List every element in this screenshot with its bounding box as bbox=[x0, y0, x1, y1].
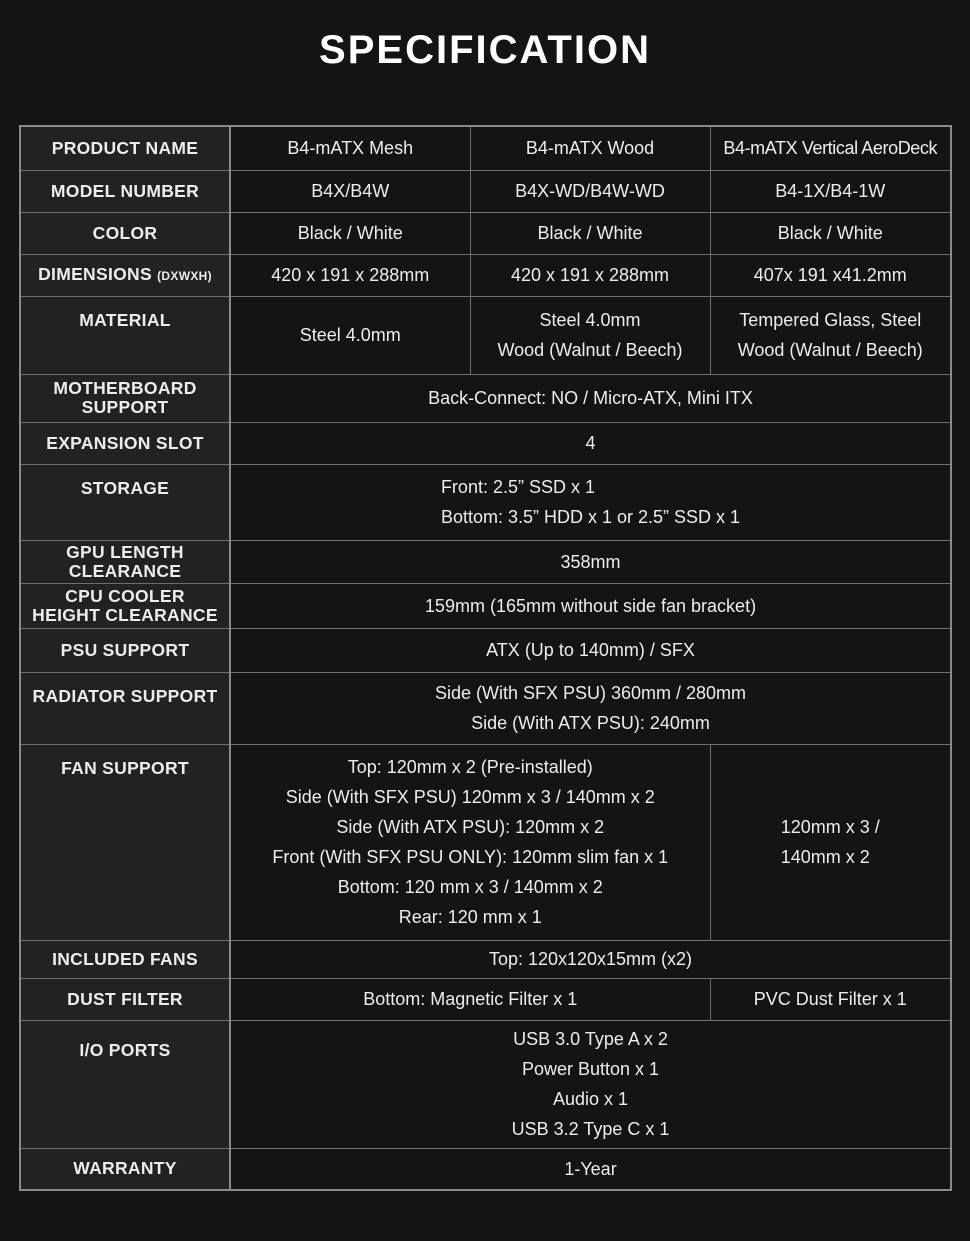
storage-lines bbox=[441, 472, 740, 532]
row-fan-support bbox=[20, 744, 951, 940]
dust-filter-aerodeck: PVC Dust Filter x 1 bbox=[710, 978, 951, 1020]
material-aerodeck-line: Wood (Walnut / Beech) bbox=[737, 340, 923, 360]
motherboard-support-value: Back-Connect: NO / Micro-ATX, Mini ITX bbox=[230, 374, 951, 422]
color-mesh: Black / White bbox=[230, 212, 470, 254]
label-material: MATERIAL bbox=[20, 296, 230, 374]
material-wood-line: Steel 4.0mm bbox=[539, 310, 641, 330]
row-gpu-length bbox=[20, 540, 951, 583]
model-number-aerodeck: B4-1X/B4-1W bbox=[710, 170, 951, 212]
label-line: GPU LENGTH bbox=[66, 541, 184, 562]
product-name-mesh: B4-mATX Mesh bbox=[230, 126, 470, 170]
product-name-aerodeck: B4-mATX Vertical AeroDeck bbox=[710, 126, 951, 170]
radiator-line: Side (With SFX PSU) 360mm / 280mm bbox=[434, 683, 747, 703]
fan-support-aerodeck-lines bbox=[781, 812, 880, 872]
row-expansion-slot bbox=[20, 422, 951, 464]
label-product-name: PRODUCT NAME bbox=[20, 126, 230, 170]
psu-support-value: ATX (Up to 140mm) / SFX bbox=[230, 628, 951, 672]
warranty-value: 1-Year bbox=[230, 1148, 951, 1190]
fan-support-line: Rear: 120 mm x 1 bbox=[398, 907, 542, 927]
row-psu-support bbox=[20, 628, 951, 672]
label-io-ports: I/O PORTS bbox=[20, 1020, 230, 1148]
label-psu-support: PSU SUPPORT bbox=[20, 628, 230, 672]
color-aerodeck: Black / White bbox=[710, 212, 951, 254]
label-line: CPU COOLER bbox=[65, 585, 185, 606]
io-ports-value bbox=[230, 1020, 951, 1148]
material-aerodeck bbox=[710, 296, 951, 374]
gpu-length-value: 358mm bbox=[230, 540, 951, 583]
fan-support-line: Front (With SFX PSU ONLY): 120mm slim fan x 1 bbox=[272, 847, 669, 867]
label-line: HEIGHT CLEARANCE bbox=[32, 604, 218, 625]
row-io-ports bbox=[20, 1020, 951, 1148]
label-line: CLEARANCE bbox=[68, 560, 182, 581]
dust-filter-value: Bottom: Magnetic Filter x 1 bbox=[230, 978, 710, 1020]
dimensions-mesh: 420 x 191 x 288mm bbox=[230, 254, 470, 296]
color-wood: Black / White bbox=[470, 212, 710, 254]
row-product-name bbox=[20, 126, 951, 170]
fan-support-aerodeck bbox=[710, 744, 951, 940]
fan-support-aerodeck-line: 140mm x 2 bbox=[780, 847, 870, 867]
model-number-wood: B4X-WD/B4W-WD bbox=[470, 170, 710, 212]
row-dust-filter bbox=[20, 978, 951, 1020]
label-color: COLOR bbox=[20, 212, 230, 254]
fan-support-aerodeck-line: 120mm x 3 / bbox=[780, 817, 880, 837]
label-dimensions bbox=[20, 254, 230, 296]
material-mesh: Steel 4.0mm bbox=[230, 296, 470, 374]
label-dimensions-suffix: (DXWXH) bbox=[157, 268, 212, 283]
dimensions-wood: 420 x 191 x 288mm bbox=[470, 254, 710, 296]
io-port-line: USB 3.2 Type C x 1 bbox=[511, 1119, 670, 1139]
radiator-line: Side (With ATX PSU): 240mm bbox=[471, 713, 710, 733]
row-model-number bbox=[20, 170, 951, 212]
row-storage bbox=[20, 464, 951, 540]
fan-support-line: Top: 120mm x 2 (Pre-installed) bbox=[347, 757, 593, 777]
label-line: MOTHERBOARD bbox=[53, 378, 197, 398]
material-wood-line: Wood (Walnut / Beech) bbox=[497, 340, 683, 360]
included-fans-value: Top: 120x120x15mm (x2) bbox=[230, 940, 951, 978]
fan-support-line: Side (With ATX PSU): 120mm x 2 bbox=[336, 817, 605, 837]
spec-table bbox=[19, 125, 952, 1191]
label-model-number: MODEL NUMBER bbox=[20, 170, 230, 212]
io-port-line: Audio x 1 bbox=[552, 1089, 629, 1109]
label-warranty: WARRANTY bbox=[20, 1148, 230, 1190]
cpu-cooler-value: 159mm (165mm without side fan bracket) bbox=[230, 583, 951, 628]
expansion-slot-value: 4 bbox=[230, 422, 951, 464]
product-name-wood: B4-mATX Wood bbox=[470, 126, 710, 170]
label-line: SUPPORT bbox=[81, 397, 169, 417]
io-port-line: Power Button x 1 bbox=[521, 1059, 660, 1079]
storage-value bbox=[230, 464, 951, 540]
row-color bbox=[20, 212, 951, 254]
fan-support-value bbox=[230, 744, 710, 940]
row-radiator-support bbox=[20, 672, 951, 744]
label-cpu-cooler bbox=[20, 583, 230, 628]
label-gpu-length bbox=[20, 540, 230, 583]
dimensions-aerodeck: 407x 191 x41.2mm bbox=[710, 254, 951, 296]
row-material bbox=[20, 296, 951, 374]
row-warranty bbox=[20, 1148, 951, 1190]
fan-support-line: Side (With SFX PSU) 120mm x 3 / 140mm x 2 bbox=[285, 787, 655, 807]
fan-support-line: Bottom: 120 mm x 3 / 140mm x 2 bbox=[337, 877, 603, 897]
model-number-mesh: B4X/B4W bbox=[230, 170, 470, 212]
row-included-fans bbox=[20, 940, 951, 978]
page-title: SPECIFICATION bbox=[319, 28, 651, 72]
radiator-support-value bbox=[230, 672, 951, 744]
material-wood bbox=[470, 296, 710, 374]
row-motherboard-support bbox=[20, 374, 951, 422]
label-expansion-slot: EXPANSION SLOT bbox=[20, 422, 230, 464]
row-dimensions bbox=[20, 254, 951, 296]
io-port-line: USB 3.0 Type A x 2 bbox=[513, 1029, 668, 1049]
storage-line: Front: 2.5” SSD x 1 bbox=[440, 477, 595, 497]
label-included-fans: INCLUDED FANS bbox=[20, 940, 230, 978]
label-fan-support: FAN SUPPORT bbox=[20, 744, 230, 940]
label-dimensions-text: DIMENSIONS bbox=[38, 263, 152, 284]
label-dust-filter: DUST FILTER bbox=[20, 978, 230, 1020]
row-cpu-cooler bbox=[20, 583, 951, 628]
label-storage: STORAGE bbox=[20, 464, 230, 540]
label-motherboard-support bbox=[20, 374, 230, 422]
label-radiator-support: RADIATOR SUPPORT bbox=[20, 672, 230, 744]
material-aerodeck-line: Tempered Glass, Steel bbox=[739, 310, 922, 330]
storage-line: Bottom: 3.5” HDD x 1 or 2.5” SSD x 1 bbox=[440, 507, 741, 527]
